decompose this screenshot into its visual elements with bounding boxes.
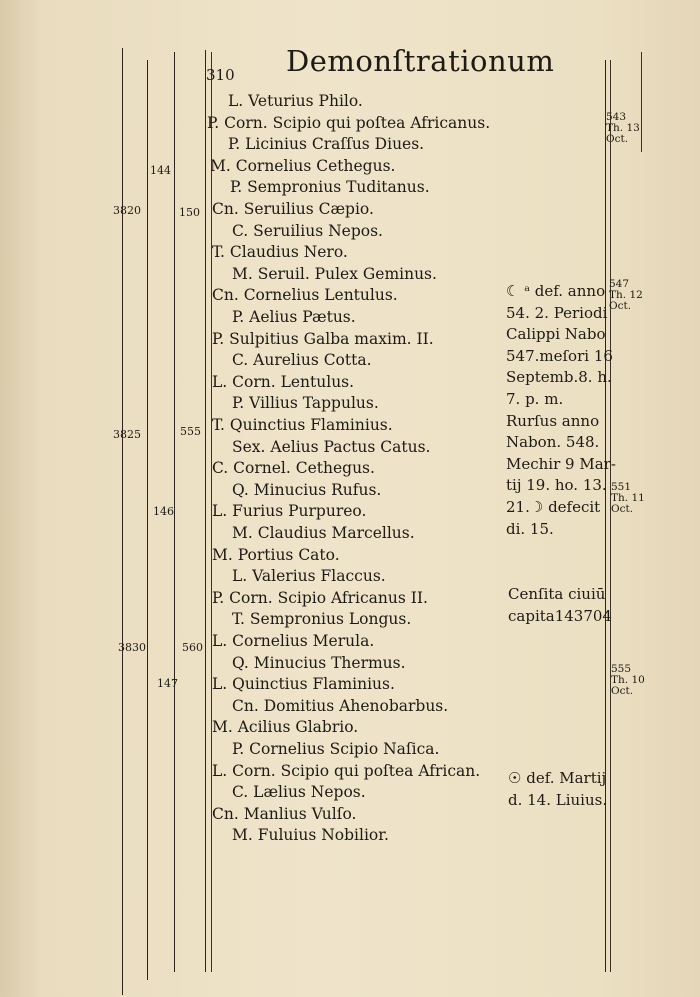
year-mark: 147 [157,677,178,690]
rule-line-7 [610,60,611,972]
eclipse-note-line: ☾ ᵃ def. anno [506,282,606,300]
consul-line: C. Cornel. Cethegus. [212,459,375,478]
eclipse-note-line: di. 15. [506,519,554,538]
eclipse-note-line: tij 19. ho. 13. [506,476,607,495]
margin-note: 555 Th. 10 Oct. [611,663,645,697]
consul-line: Cn. Seruilius Cæpio. [212,200,374,218]
census-note-line: capita143704 [508,606,612,625]
eclipse-note-line: Nabon. 548. [506,433,600,452]
consul-line: M. Fuluius Nobilior. [232,826,389,845]
year-mark: 3825 [113,428,141,441]
year-mark: 150 [179,206,200,219]
consul-line: P. Aelius Pætus. [232,308,356,326]
margin-note: 543 Th. 13 Oct. [606,111,640,145]
consul-line: P. Villius Tappulus. [232,394,379,413]
eclipse-note-line: Rurſus anno [506,411,600,430]
consul-line: L. Veturius Philo. [228,92,363,110]
eclipse-note-line: 7. p. m. [506,390,564,408]
margin-note: 551 Th. 11 Oct. [611,481,645,515]
eclipse-note-line: 547.meſori 16 [506,346,613,365]
eclipse-note-line: ☉ def. Martij [508,769,607,787]
rule-line-3 [174,52,175,972]
consul-line: M. Seruil. Pulex Geminus. [232,264,437,283]
year-mark: 560 [182,641,203,654]
consul-line: Cn. Domitius Ahenobarbus. [232,696,449,715]
consul-line: L. Furius Purpureo. [212,502,367,521]
consul-line: C. Lælius Nepos. [232,783,366,802]
year-mark: 146 [153,505,174,518]
rule-line-6 [605,60,606,972]
eclipse-note-line: 21.☽ defecit [506,498,601,516]
consul-line: P. Sempronius Tuditanus. [230,178,430,197]
consul-line: P. Corn. Scipio qui poſtea Africanus. [207,113,491,132]
consul-line: P. Sulpitius Galba maxim. II. [212,329,434,348]
consul-line: Cn. Manlius Vulſo. [212,804,357,823]
margin-note: 547 Th. 12 Oct. [609,278,643,312]
consul-line: P. Licinius Craſſus Diues. [228,135,425,154]
rule-line-4 [205,50,206,972]
consul-line: L. Cornelius Merula. [212,632,375,650]
consul-line: L. Quinctius Flaminius. [212,675,395,694]
eclipse-note-line: d. 14. Liuius. [508,790,608,809]
consul-line: C. Seruilius Nepos. [232,221,383,240]
consul-line: C. Aurelius Cotta. [232,351,372,370]
year-mark: 144 [150,164,171,177]
consul-line: T. Quinctius Flaminius. [212,416,393,434]
rule-line-8 [641,52,642,152]
consul-line: T. Sempronius Longus. [232,610,412,629]
eclipse-note-line: 54. 2. Periodi [506,303,608,322]
consul-line: L. Corn. Lentulus. [212,372,355,391]
rule-line-2 [147,60,148,980]
eclipse-note-line: Mechir 9 Mar- [506,454,616,473]
eclipse-note-line: Septemb.8. h. [506,368,612,387]
rule-line-1 [122,48,123,995]
consul-line: M. Acilius Glabrio. [212,718,359,737]
consul-line: M. Cornelius Cethegus. [210,156,396,175]
consul-line: P. Cornelius Scipio Naſica. [232,740,440,758]
eclipse-note-line: Calippi Nabo [506,325,606,344]
page-title: Demonſtrationum [286,44,555,78]
consul-line: Cn. Cornelius Lentulus. [212,286,398,305]
page-number: 310 [206,66,235,84]
year-mark: 3830 [118,641,146,654]
consul-line: L. Valerius Flaccus. [232,567,386,586]
census-note-line: Cenſita ciuiū [508,585,606,603]
year-mark: 3820 [113,204,141,217]
year-mark: 555 [180,425,201,438]
consul-line: M. Portius Cato. [212,545,340,564]
consul-line: M. Claudius Marcellus. [232,524,415,542]
consul-line: Q. Minucius Rufus. [232,480,382,499]
consul-line: Q. Minucius Thermus. [232,653,406,672]
consul-line: Sex. Aelius Pactus Catus. [232,437,431,456]
consul-line: T. Claudius Nero. [212,243,348,262]
consul-line: L. Corn. Scipio qui poſtea African. [212,761,481,780]
consul-line: P. Corn. Scipio Africanus II. [212,588,428,607]
